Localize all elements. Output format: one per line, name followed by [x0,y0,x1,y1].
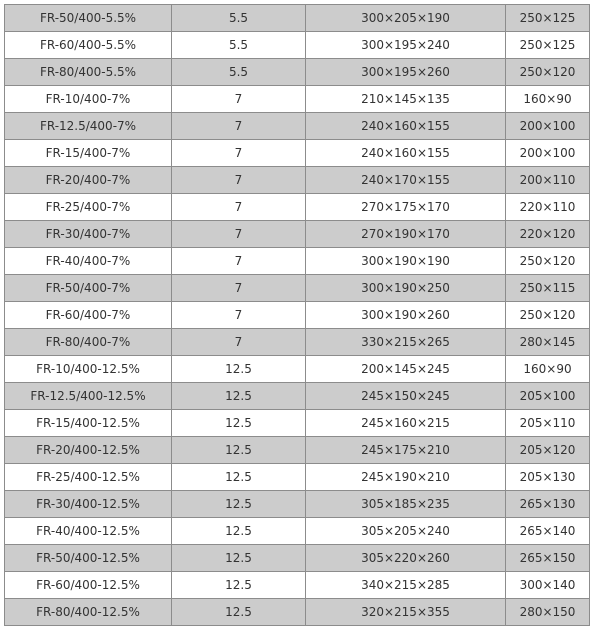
impedance-cell: 5.5 [172,5,306,32]
impedance-cell: 12.5 [172,572,306,599]
mounting-cell: 160×90 [506,356,590,383]
mounting-cell: 265×140 [506,518,590,545]
spec-table-body [5,5,590,626]
dimensions-cell: 305×185×235 [306,491,506,518]
mounting-cell: 250×125 [506,5,590,32]
mounting-cell: 250×120 [506,59,590,86]
table-row [5,275,590,302]
impedance-cell: 7 [172,275,306,302]
mounting-cell: 265×150 [506,545,590,572]
table-row [5,599,590,626]
impedance-cell: 12.5 [172,545,306,572]
model-cell: FR-50/400-12.5% [5,545,172,572]
table-row [5,302,590,329]
impedance-cell: 7 [172,302,306,329]
mounting-cell: 280×150 [506,599,590,626]
dimensions-cell: 305×205×240 [306,518,506,545]
impedance-cell: 5.5 [172,59,306,86]
impedance-cell: 12.5 [172,464,306,491]
model-cell: FR-60/400-5.5% [5,32,172,59]
model-cell: FR-40/400-12.5% [5,518,172,545]
dimensions-cell: 330×215×265 [306,329,506,356]
table-row [5,464,590,491]
dimensions-cell: 240×170×155 [306,167,506,194]
table-row [5,572,590,599]
model-cell: FR-40/400-7% [5,248,172,275]
mounting-cell: 200×100 [506,140,590,167]
mounting-cell: 265×130 [506,491,590,518]
mounting-cell: 160×90 [506,86,590,113]
dimensions-cell: 210×145×135 [306,86,506,113]
impedance-cell: 7 [172,113,306,140]
table-row [5,356,590,383]
dimensions-cell: 300×190×260 [306,302,506,329]
mounting-cell: 205×130 [506,464,590,491]
dimensions-cell: 240×160×155 [306,140,506,167]
table-row [5,140,590,167]
impedance-cell: 12.5 [172,383,306,410]
impedance-cell: 7 [172,167,306,194]
impedance-cell: 12.5 [172,410,306,437]
model-cell: FR-10/400-12.5% [5,356,172,383]
model-cell: FR-60/400-12.5% [5,572,172,599]
model-cell: FR-60/400-7% [5,302,172,329]
impedance-cell: 12.5 [172,437,306,464]
impedance-cell: 7 [172,248,306,275]
impedance-cell: 7 [172,140,306,167]
table-row [5,410,590,437]
table-row [5,329,590,356]
dimensions-cell: 200×145×245 [306,356,506,383]
table-row [5,194,590,221]
table-row [5,437,590,464]
model-cell: FR-25/400-12.5% [5,464,172,491]
dimensions-cell: 245×150×245 [306,383,506,410]
mounting-cell: 300×140 [506,572,590,599]
dimensions-cell: 270×175×170 [306,194,506,221]
mounting-cell: 250×120 [506,302,590,329]
mounting-cell: 250×125 [506,32,590,59]
dimensions-cell: 270×190×170 [306,221,506,248]
table-row [5,86,590,113]
impedance-cell: 12.5 [172,518,306,545]
model-cell: FR-30/400-12.5% [5,491,172,518]
mounting-cell: 220×120 [506,221,590,248]
dimensions-cell: 300×195×240 [306,32,506,59]
impedance-cell: 12.5 [172,491,306,518]
dimensions-cell: 305×220×260 [306,545,506,572]
mounting-cell: 205×110 [506,410,590,437]
model-cell: FR-50/400-5.5% [5,5,172,32]
mounting-cell: 250×115 [506,275,590,302]
dimensions-cell: 300×190×190 [306,248,506,275]
table-row [5,248,590,275]
table-row [5,5,590,32]
dimensions-cell: 245×175×210 [306,437,506,464]
table-row [5,113,590,140]
model-cell: FR-10/400-7% [5,86,172,113]
dimensions-cell: 300×190×250 [306,275,506,302]
table-row [5,167,590,194]
table-row [5,32,590,59]
model-cell: FR-80/400-7% [5,329,172,356]
model-cell: FR-25/400-7% [5,194,172,221]
model-cell: FR-80/400-5.5% [5,59,172,86]
model-cell: FR-50/400-7% [5,275,172,302]
table-row [5,383,590,410]
table-row [5,518,590,545]
model-cell: FR-20/400-7% [5,167,172,194]
impedance-cell: 7 [172,329,306,356]
model-cell: FR-12.5/400-12.5% [5,383,172,410]
model-cell: FR-20/400-12.5% [5,437,172,464]
mounting-cell: 200×110 [506,167,590,194]
impedance-cell: 5.5 [172,32,306,59]
mounting-cell: 205×120 [506,437,590,464]
dimensions-cell: 300×195×260 [306,59,506,86]
table-row [5,59,590,86]
model-cell: FR-30/400-7% [5,221,172,248]
mounting-cell: 200×100 [506,113,590,140]
impedance-cell: 12.5 [172,356,306,383]
mounting-cell: 205×100 [506,383,590,410]
mounting-cell: 220×110 [506,194,590,221]
table-row [5,221,590,248]
dimensions-cell: 240×160×155 [306,113,506,140]
model-cell: FR-15/400-7% [5,140,172,167]
impedance-cell: 7 [172,86,306,113]
mounting-cell: 250×120 [506,248,590,275]
dimensions-cell: 300×205×190 [306,5,506,32]
model-cell: FR-15/400-12.5% [5,410,172,437]
dimensions-cell: 245×190×210 [306,464,506,491]
impedance-cell: 12.5 [172,599,306,626]
impedance-cell: 7 [172,194,306,221]
mounting-cell: 280×145 [506,329,590,356]
dimensions-cell: 320×215×355 [306,599,506,626]
model-cell: FR-80/400-12.5% [5,599,172,626]
dimensions-cell: 245×160×215 [306,410,506,437]
table-row [5,545,590,572]
spec-table [4,4,590,626]
dimensions-cell: 340×215×285 [306,572,506,599]
model-cell: FR-12.5/400-7% [5,113,172,140]
table-row [5,491,590,518]
impedance-cell: 7 [172,221,306,248]
